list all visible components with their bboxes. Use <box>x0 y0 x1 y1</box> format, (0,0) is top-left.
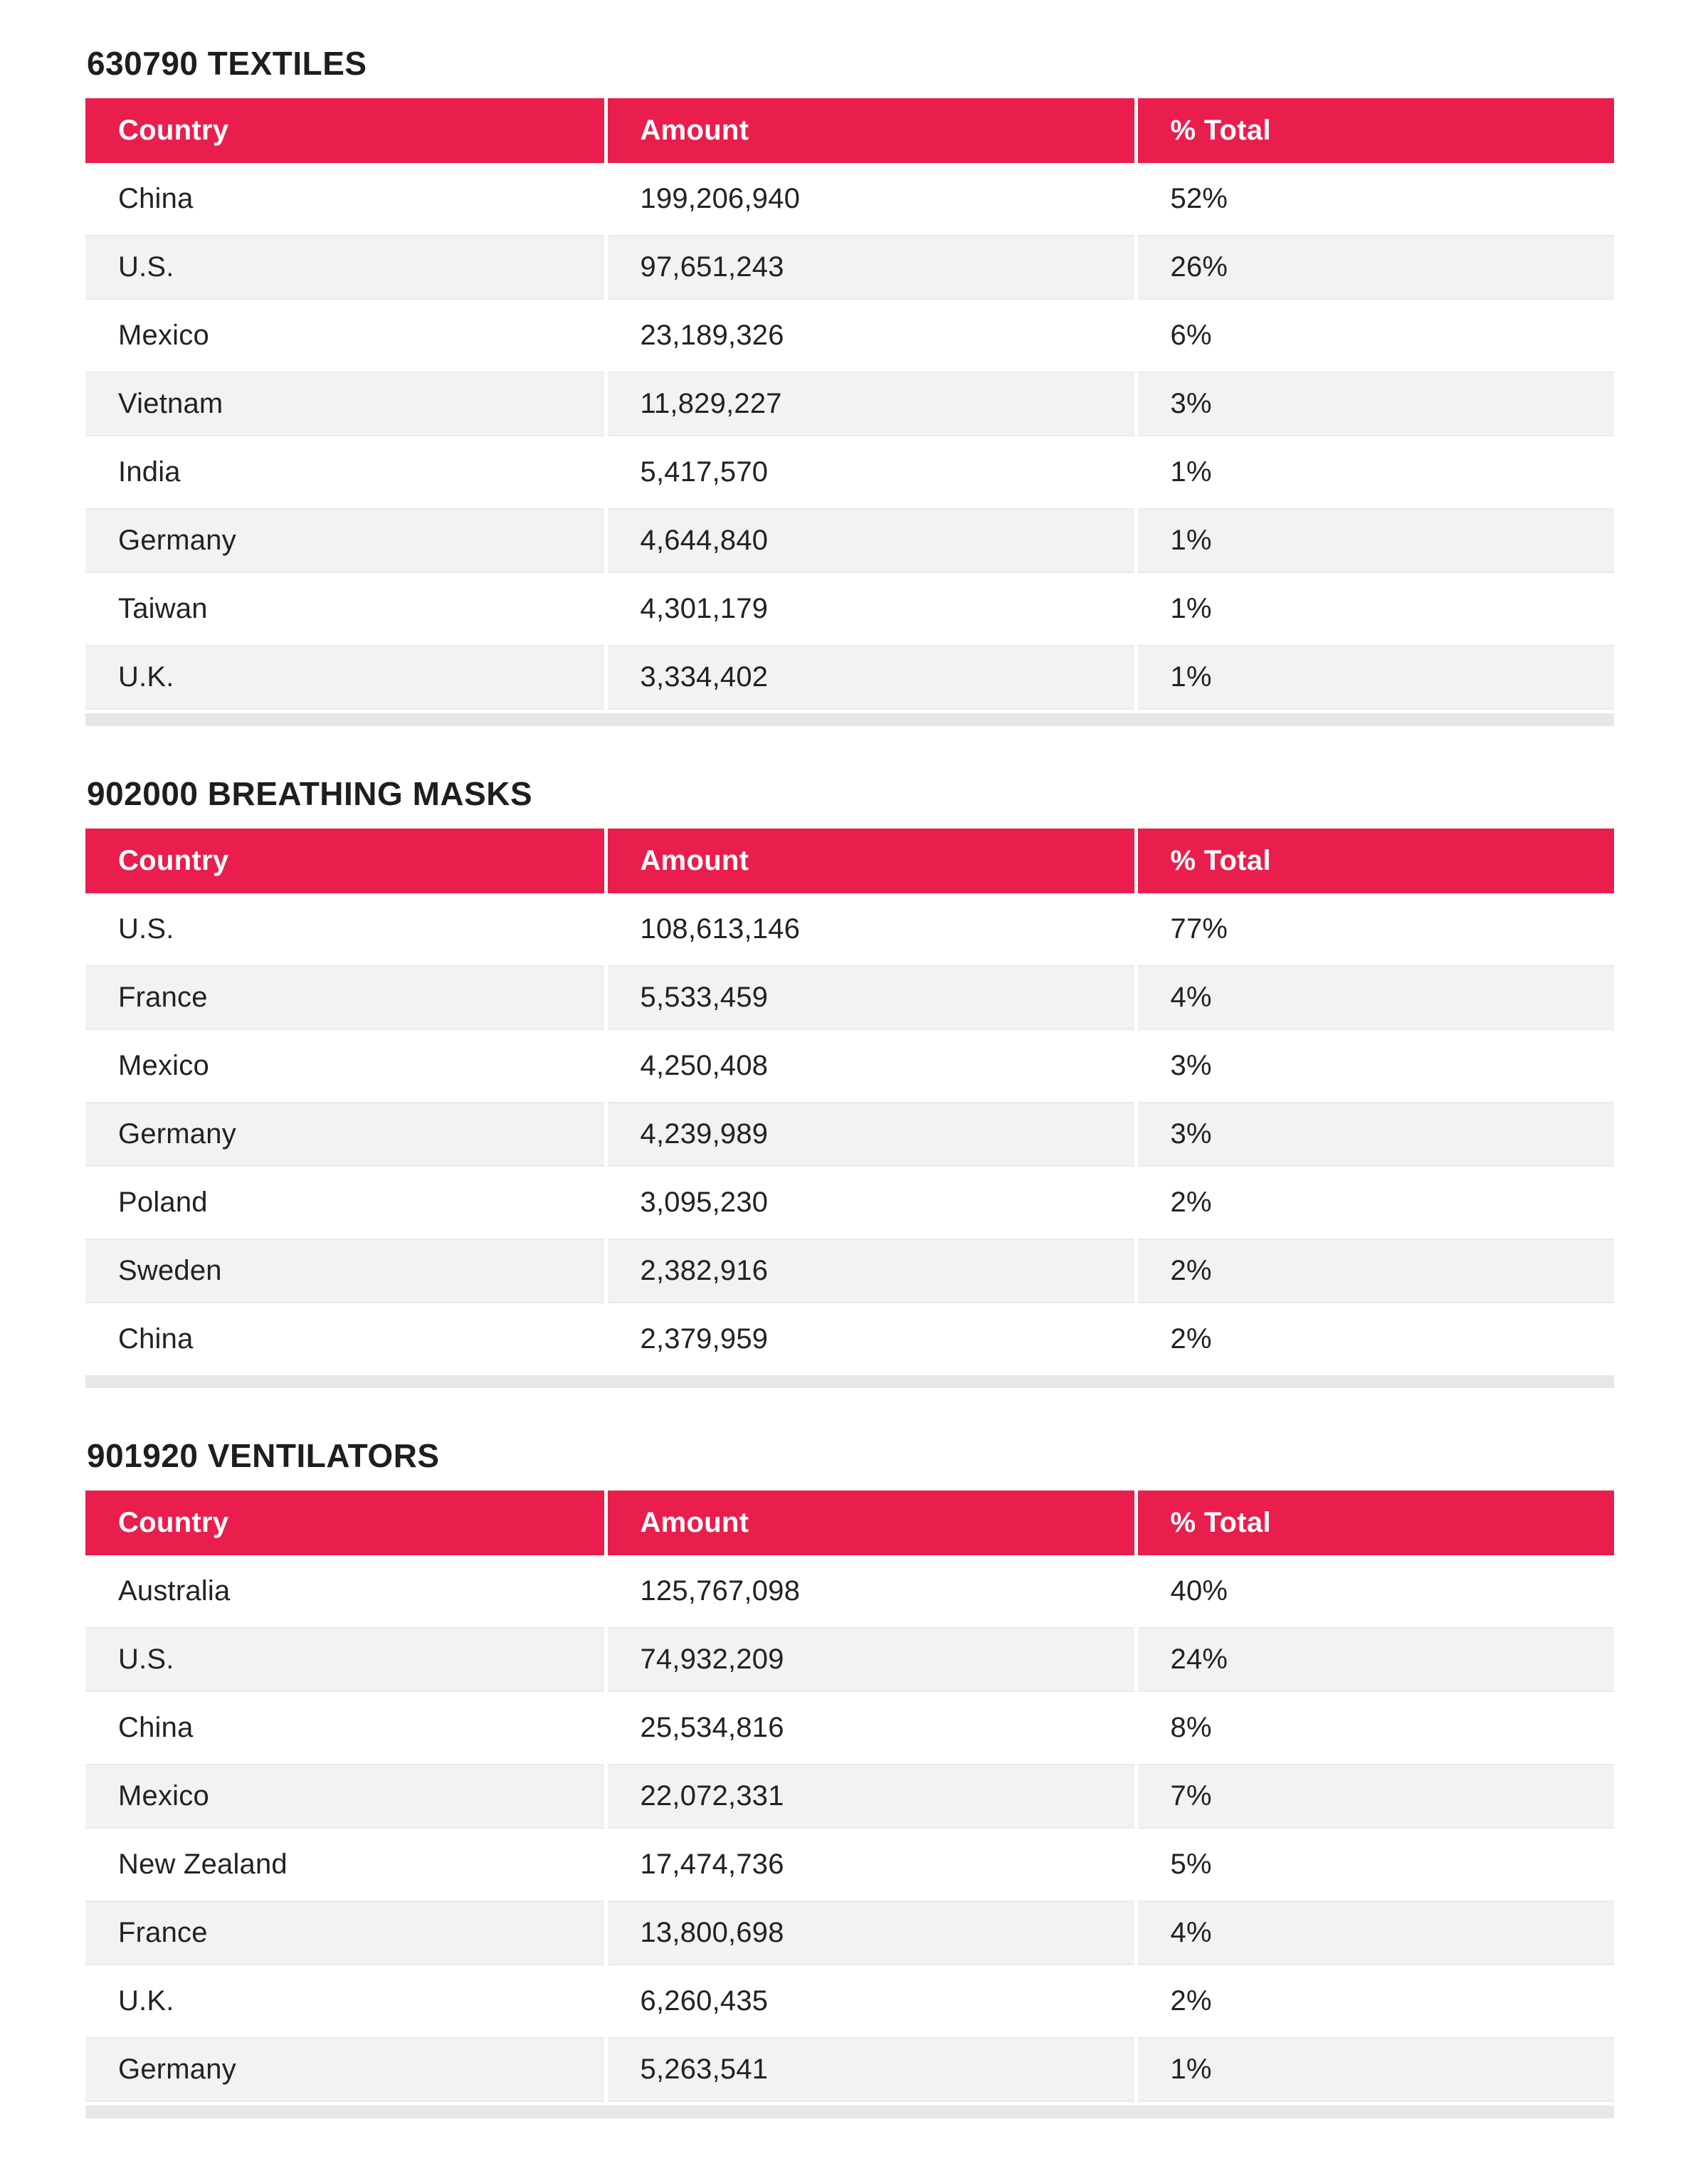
table-row <box>85 438 1614 507</box>
table-row <box>85 964 1614 1032</box>
header-row <box>85 98 1614 165</box>
amount-cell: 4,644,840 <box>606 507 1136 575</box>
table-bottom-strip <box>85 1375 1614 1388</box>
table-row <box>85 1831 1614 1899</box>
country-cell: Taiwan <box>85 575 606 643</box>
country-cell: Mexico <box>85 1762 606 1831</box>
country-cell: Mexico <box>85 1032 606 1100</box>
table-row <box>85 1626 1614 1694</box>
percent-total-cell: 40% <box>1136 1557 1614 1626</box>
country-cell: Germany <box>85 2036 606 2104</box>
column-header-percent-total: % Total <box>1136 1491 1614 1557</box>
country-cell: U.S. <box>85 1626 606 1694</box>
table-row <box>85 1557 1614 1626</box>
percent-total-cell: 1% <box>1136 507 1614 575</box>
table-row <box>85 302 1614 370</box>
amount-cell: 11,829,227 <box>606 370 1136 438</box>
column-header-amount: Amount <box>606 98 1136 165</box>
amount-cell: 4,301,179 <box>606 575 1136 643</box>
table-row <box>85 233 1614 302</box>
percent-total-cell: 26% <box>1136 233 1614 302</box>
country-cell: Mexico <box>85 302 606 370</box>
country-cell: China <box>85 1694 606 1762</box>
column-header-percent-total: % Total <box>1136 98 1614 165</box>
percent-total-cell: 1% <box>1136 643 1614 712</box>
table-bottom-strip <box>85 2106 1614 2118</box>
table-title: 630790 TEXTILES <box>87 45 367 82</box>
percent-total-cell: 1% <box>1136 575 1614 643</box>
percent-total-cell: 2% <box>1136 1237 1614 1305</box>
amount-cell: 25,534,816 <box>606 1694 1136 1762</box>
column-header-amount: Amount <box>606 829 1136 895</box>
percent-total-cell: 8% <box>1136 1694 1614 1762</box>
amount-cell: 22,072,331 <box>606 1762 1136 1831</box>
column-header-amount: Amount <box>606 1491 1136 1557</box>
country-cell: Australia <box>85 1557 606 1626</box>
data-table <box>85 829 1614 1375</box>
header-row <box>85 1491 1614 1557</box>
country-cell: U.S. <box>85 895 606 964</box>
percent-total-cell: 77% <box>1136 895 1614 964</box>
country-cell: Poland <box>85 1169 606 1237</box>
column-header-percent-total: % Total <box>1136 829 1614 895</box>
amount-cell: 108,613,146 <box>606 895 1136 964</box>
table-row <box>85 507 1614 575</box>
country-cell: India <box>85 438 606 507</box>
percent-total-cell: 2% <box>1136 1967 1614 2036</box>
percent-total-cell: 52% <box>1136 165 1614 233</box>
table-row <box>85 643 1614 712</box>
column-header-country: Country <box>85 829 606 895</box>
table-row <box>85 2036 1614 2104</box>
country-cell: France <box>85 1899 606 1967</box>
data-table <box>85 1491 1614 2106</box>
table-title: 901920 VENTILATORS <box>87 1437 440 1474</box>
amount-cell: 5,263,541 <box>606 2036 1136 2104</box>
country-cell: France <box>85 964 606 1032</box>
data-table <box>85 98 1614 713</box>
amount-cell: 17,474,736 <box>606 1831 1136 1899</box>
country-cell: Vietnam <box>85 370 606 438</box>
percent-total-cell: 5% <box>1136 1831 1614 1899</box>
percent-total-cell: 3% <box>1136 1100 1614 1169</box>
table-body <box>85 1557 1614 2104</box>
amount-cell: 125,767,098 <box>606 1557 1136 1626</box>
table-body <box>85 165 1614 712</box>
percent-total-cell: 3% <box>1136 1032 1614 1100</box>
percent-total-cell: 24% <box>1136 1626 1614 1694</box>
table-section-breathing-masks <box>85 777 1615 1388</box>
percent-total-cell: 7% <box>1136 1762 1614 1831</box>
amount-cell: 4,250,408 <box>606 1032 1136 1100</box>
amount-cell: 97,651,243 <box>606 233 1136 302</box>
amount-cell: 3,095,230 <box>606 1169 1136 1237</box>
percent-total-cell: 2% <box>1136 1305 1614 1374</box>
table-bottom-strip <box>85 713 1614 726</box>
country-cell: New Zealand <box>85 1831 606 1899</box>
country-cell: Sweden <box>85 1237 606 1305</box>
table-row <box>85 1762 1614 1831</box>
country-cell: China <box>85 165 606 233</box>
country-cell: Germany <box>85 507 606 575</box>
table-body <box>85 895 1614 1374</box>
country-cell: U.K. <box>85 1967 606 2036</box>
amount-cell: 4,239,989 <box>606 1100 1136 1169</box>
amount-cell: 2,382,916 <box>606 1237 1136 1305</box>
amount-cell: 5,533,459 <box>606 964 1136 1032</box>
table-row <box>85 1169 1614 1237</box>
amount-cell: 199,206,940 <box>606 165 1136 233</box>
amount-cell: 5,417,570 <box>606 438 1136 507</box>
column-header-country: Country <box>85 98 606 165</box>
table-row <box>85 895 1614 964</box>
country-cell: China <box>85 1305 606 1374</box>
column-header-country: Country <box>85 1491 606 1557</box>
amount-cell: 23,189,326 <box>606 302 1136 370</box>
percent-total-cell: 2% <box>1136 1169 1614 1237</box>
header-row <box>85 829 1614 895</box>
percent-total-cell: 1% <box>1136 438 1614 507</box>
table-row <box>85 1100 1614 1169</box>
amount-cell: 6,260,435 <box>606 1967 1136 2036</box>
percent-total-cell: 4% <box>1136 1899 1614 1967</box>
percent-total-cell: 6% <box>1136 302 1614 370</box>
percent-total-cell: 1% <box>1136 2036 1614 2104</box>
country-cell: Germany <box>85 1100 606 1169</box>
amount-cell: 74,932,209 <box>606 1626 1136 1694</box>
amount-cell: 3,334,402 <box>606 643 1136 712</box>
table-row <box>85 165 1614 233</box>
table-row <box>85 1032 1614 1100</box>
table-row <box>85 1237 1614 1305</box>
table-row <box>85 1305 1614 1374</box>
table-row <box>85 1899 1614 1967</box>
table-row <box>85 575 1614 643</box>
amount-cell: 13,800,698 <box>606 1899 1136 1967</box>
percent-total-cell: 3% <box>1136 370 1614 438</box>
country-cell: U.S. <box>85 233 606 302</box>
table-section-ventilators <box>85 1439 1615 2118</box>
percent-total-cell: 4% <box>1136 964 1614 1032</box>
country-cell: U.K. <box>85 643 606 712</box>
table-row <box>85 370 1614 438</box>
table-row <box>85 1694 1614 1762</box>
table-section-textiles <box>85 47 1615 726</box>
table-title: 902000 BREATHING MASKS <box>87 775 533 812</box>
amount-cell: 2,379,959 <box>606 1305 1136 1374</box>
table-row <box>85 1967 1614 2036</box>
